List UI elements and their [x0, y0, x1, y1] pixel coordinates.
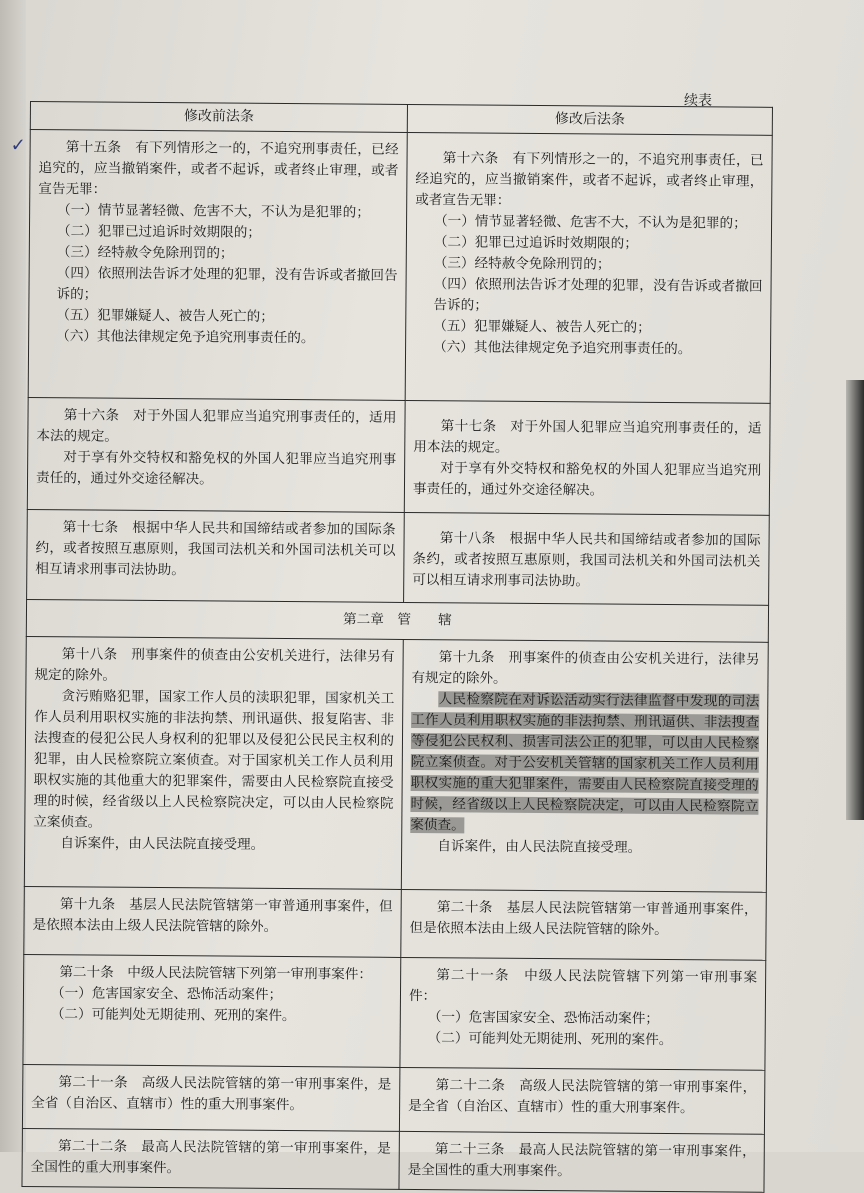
article-item: （五）犯罪嫌疑人、被告人死亡的；: [56, 307, 274, 325]
article-text: 对于享有外交特权和豁免权的外国人犯罪应当追究刑事责任的，通过外交途径解决。: [35, 449, 397, 488]
article-text: 自诉案件，由人民法院直接受理。: [60, 835, 265, 853]
column-header-before: 修改前法条: [30, 102, 407, 133]
article-text: 第二十二条 最高人民法院管辖的第一审刑事案件，是全国性的重大刑事案件。: [30, 1138, 391, 1177]
cell-before: [27, 397, 405, 512]
article-item: （二）可能判处无期徒刑、死刑的案件。: [427, 1030, 673, 1049]
article-item: （二）可能判处无期徒刑、死刑的案件。: [50, 1006, 296, 1025]
article-item: （五）犯罪嫌疑人、被告人死亡的；: [433, 318, 651, 336]
article-item: （一）危害国家安全、恐怖活动案件；: [427, 1009, 659, 1027]
table-row: [22, 1128, 764, 1192]
article-item: （一）危害国家安全、恐怖活动案件；: [50, 985, 283, 1004]
article-item: （四）依照刑法告诉才处理的犯罪，没有告诉或者撤回告诉的；: [56, 265, 398, 303]
article-item: （一）情节显著轻微、危害不大，不认为是犯罪的；: [434, 213, 747, 232]
article-item: （三）经特赦令免除刑罚的；: [56, 244, 234, 262]
article-text: 第十七条 根据中华人民共和国缔结或者参加的国际条约，或者按照互惠原则，我国司法机关和外国司法机关可以相互请求刑事司法协助。: [35, 519, 396, 579]
article-item: （四）依照刑法告诉才处理的犯罪，没有告诉或者撤回告诉的；: [433, 276, 763, 314]
article-text: 贪污贿赂犯罪，国家工作人员的渎职犯罪，国家机关工作人员利用职权实施的非法拘禁、刑讯逼供、报复陷害、非法搜查的侵犯公民人身权利的犯罪以及侵犯公民民主权利的犯罪，由人民检察院立案侦查。对于国家机关工作人员利用职权实施的其他重大的犯罪案件，需要由人民检察院直接受理的时候，经省级以上人民检察院决定，可以由人民检察院立案侦查。: [33, 688, 395, 831]
book-gutter: [0, 0, 26, 1152]
table-row: [27, 509, 770, 605]
table-row: [24, 886, 767, 960]
article-lead: 第十五条 有下列情形之一的，不追究刑事责任，已经追究的，应当撤销案件，或者不起诉，或者终止审理，或者宣告无罪：: [38, 139, 399, 198]
column-header-after: 修改后法条: [407, 104, 772, 135]
article-item: （六）其他法律规定免予追究刑事责任的。: [433, 339, 692, 358]
cell-after: [401, 889, 767, 960]
article-text: 对于享有外交特权和豁免权的外国人犯罪应当追究刑事责任的，通过外交途径解决。: [412, 460, 762, 499]
cell-before: [22, 1128, 399, 1189]
checkmark-icon: ✓: [10, 134, 26, 156]
comparison-table: [10, 101, 773, 1193]
article-text: 第二十条 基层人民法院管辖第一审普通刑事案件，但是依照本法由上级人民法院管辖的除外。: [409, 899, 758, 939]
article-text: 第十九条 基层人民法院管辖第一审普通刑事案件，但是依照本法由上级人民法院管辖的除外。: [32, 896, 393, 935]
cell-before: [10, 130, 407, 401]
cell-before: [23, 954, 401, 1067]
article-item: （六）其他法律规定免予追究刑事责任的。: [56, 328, 315, 347]
table-row: [28, 130, 772, 404]
cell-after: [405, 132, 772, 403]
table-row: [24, 636, 768, 892]
page-edge: [846, 380, 864, 820]
article-text: 第十七条 对于外国人犯罪应当追究刑事责任的，适用本法的规定。: [413, 418, 762, 456]
cell-after: [401, 639, 768, 892]
article-text: 第二十二条 高级人民法院管辖的第一审刑事案件，是全省（自治区、直辖市）性的重大刑事案件。: [408, 1077, 757, 1117]
cell-after: [404, 400, 770, 515]
cell-before: [24, 636, 403, 889]
article-text: 第十八条 刑事案件的侦查由公安机关进行，法律另有规定的除外。: [34, 646, 395, 684]
table-row: [27, 397, 770, 515]
cell-after: [399, 1067, 764, 1134]
article-text: 第十八条 根据中华人民共和国缔结或者参加的国际条约，或者按照互惠原则，我国司法机关和外国司法机关可以相互请求刑事司法协助。: [412, 530, 761, 590]
article-text: 第十六条 对于外国人犯罪应当追究刑事责任的，适用本法的规定。: [36, 407, 397, 445]
cell-after: [400, 957, 766, 1070]
table-row: [23, 954, 766, 1070]
article-item: （一）情节显著轻微、危害不大，不认为是犯罪的；: [57, 202, 370, 221]
article-text: 第二十三条 最高人民法院管辖的第一审刑事案件，是全国性的重大刑事案件。: [407, 1141, 756, 1180]
chapter-row: [26, 599, 768, 642]
article-text: 第二十一条 高级人民法院管辖的第一审刑事案件，是全省（自治区、直辖市）性的重大刑事案件。: [31, 1074, 392, 1114]
cell-before: [22, 1064, 399, 1131]
article-lead: 第二十条 中级人民法院管辖下列第一审刑事案件：: [59, 964, 373, 983]
article-text: 自诉案件，由人民法院直接受理。: [437, 838, 642, 856]
cell-before: [27, 509, 405, 602]
cell-after: [404, 512, 770, 605]
article-lead: 第十六条 有下列情形之一的，不追究刑事责任，已经追究的，应当撤销案件，或者不起诉，或者终止审理，或者宣告无罪：: [415, 150, 764, 209]
cell-before: [24, 886, 402, 957]
article-item: （三）经特赦令免除刑罚的；: [433, 255, 611, 273]
article-lead: 第二十一条 中级人民法院管辖下列第一审刑事案件：: [408, 967, 758, 1005]
highlighted-text: [410, 689, 759, 839]
article-item: （二）犯罪已过追诉时效期限的；: [433, 234, 638, 252]
article-item: （二）犯罪已过追诉时效期限的；: [56, 223, 261, 241]
chapter-title: 第二章 管 辖: [26, 599, 768, 642]
continued-label: 续表: [684, 93, 712, 109]
cell-after: [399, 1131, 764, 1192]
table-row: [22, 1064, 764, 1134]
highlight-mark: 人民检察院在对诉讼活动实行法律监督中发现的司法工作人员利用职权实施的非法拘禁、刑讯逼供、非法搜查等侵犯公民权利、损害司法公正的犯罪，可以由人民检察院立案侦查。对于公安机关管辖的国家机关工作人员利用职权实施的重大犯罪案件，需要由人民检察院直接受理的时候，经省级以上人民检察院决定，可以由人民检察院立案侦查。: [410, 691, 760, 834]
article-text: 第十九条 刑事案件的侦查由公安机关进行，法律另有规定的除外。: [411, 649, 760, 687]
